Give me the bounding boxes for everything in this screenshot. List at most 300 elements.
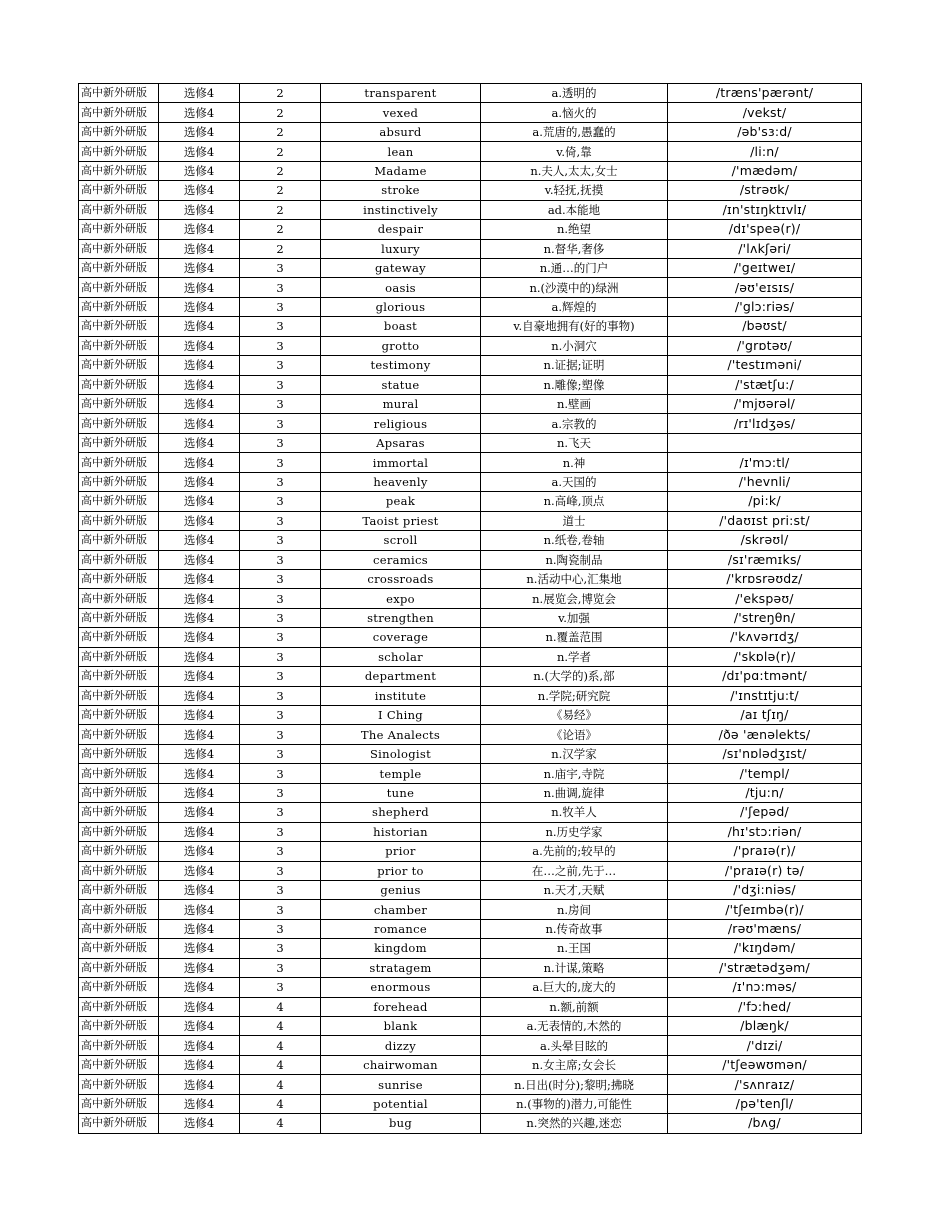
book-cell: 选修4 [159,200,240,219]
table-row [79,1036,862,1055]
edition-cell: 高中新外研版 [79,161,159,180]
word-cell: forehead [321,997,481,1016]
meaning-cell: n.绝望 [481,220,668,239]
phonetic-cell [668,433,862,452]
unit-cell: 2 [240,239,321,258]
unit-cell: 3 [240,453,321,472]
edition-cell: 高中新外研版 [79,958,159,977]
unit-cell: 3 [240,803,321,822]
phonetic-cell: /'templ/ [668,764,862,783]
table-row [79,725,862,744]
word-cell: department [321,667,481,686]
book-cell: 选修4 [159,239,240,258]
table-row [79,880,862,899]
phonetic-cell: /pi:k/ [668,492,862,511]
edition-cell: 高中新外研版 [79,939,159,958]
table-row [79,958,862,977]
table-row [79,628,862,647]
table-row [79,492,862,511]
phonetic-cell: /dɪ'pɑ:tmənt/ [668,667,862,686]
table-row [79,842,862,861]
table-row [79,647,862,666]
vocabulary-table [78,83,862,1134]
unit-cell: 3 [240,822,321,841]
word-cell: bug [321,1114,481,1133]
book-cell: 选修4 [159,1017,240,1036]
phonetic-cell: /ðə 'ænəlekts/ [668,725,862,744]
phonetic-cell: /'skɒlə(r)/ [668,647,862,666]
meaning-cell: v.自豪地拥有(好的事物) [481,317,668,336]
table-row [79,531,862,550]
book-cell: 选修4 [159,842,240,861]
book-cell: 选修4 [159,317,240,336]
meaning-cell: n.女主席;女会长 [481,1055,668,1074]
word-cell: Sinologist [321,744,481,763]
word-cell: chamber [321,900,481,919]
meaning-cell: n.王国 [481,939,668,958]
word-cell: kingdom [321,939,481,958]
word-cell: transparent [321,84,481,103]
book-cell: 选修4 [159,453,240,472]
unit-cell: 3 [240,686,321,705]
phonetic-cell: /sɪ'ræmɪks/ [668,550,862,569]
word-cell: dizzy [321,1036,481,1055]
edition-cell: 高中新外研版 [79,706,159,725]
word-cell: instinctively [321,200,481,219]
unit-cell: 3 [240,842,321,861]
table-row [79,395,862,414]
meaning-cell: n.历史学家 [481,822,668,841]
word-cell: statue [321,375,481,394]
word-cell: prior to [321,861,481,880]
table-row [79,220,862,239]
unit-cell: 3 [240,647,321,666]
edition-cell: 高中新外研版 [79,725,159,744]
meaning-cell: n.(事物的)潜力,可能性 [481,1094,668,1113]
table-row [79,919,862,938]
unit-cell: 2 [240,161,321,180]
word-cell: chairwoman [321,1055,481,1074]
table-row [79,239,862,258]
unit-cell: 3 [240,861,321,880]
meaning-cell: n.突然的兴趣,迷恋 [481,1114,668,1133]
word-cell: mural [321,395,481,414]
table-row [79,1114,862,1133]
edition-cell: 高中新外研版 [79,764,159,783]
table-row [79,686,862,705]
edition-cell: 高中新外研版 [79,297,159,316]
unit-cell: 3 [240,258,321,277]
phonetic-cell: /'fɔ:hed/ [668,997,862,1016]
word-cell: Apsaras [321,433,481,452]
book-cell: 选修4 [159,258,240,277]
edition-cell: 高中新外研版 [79,395,159,414]
phonetic-cell: /rəʊ'mæns/ [668,919,862,938]
edition-cell: 高中新外研版 [79,414,159,433]
book-cell: 选修4 [159,220,240,239]
meaning-cell: a.头晕目眩的 [481,1036,668,1055]
meaning-cell: n.日出(时分);黎明;拂晓 [481,1075,668,1094]
table-row [79,200,862,219]
phonetic-cell: /ɪn'stɪŋktɪvlɪ/ [668,200,862,219]
table-row [79,278,862,297]
table-row [79,783,862,802]
phonetic-cell: /hɪ'stɔ:riən/ [668,822,862,841]
meaning-cell: v.加强 [481,608,668,627]
unit-cell: 2 [240,200,321,219]
phonetic-cell: /'daʊɪst pri:st/ [668,511,862,530]
book-cell: 选修4 [159,103,240,122]
meaning-cell: n.通…的门户 [481,258,668,277]
unit-cell: 3 [240,706,321,725]
book-cell: 选修4 [159,84,240,103]
phonetic-cell: /'stætʃu:/ [668,375,862,394]
book-cell: 选修4 [159,803,240,822]
edition-cell: 高中新外研版 [79,978,159,997]
book-cell: 选修4 [159,492,240,511]
edition-cell: 高中新外研版 [79,608,159,627]
phonetic-cell: /træns'pærənt/ [668,84,862,103]
edition-cell: 高中新外研版 [79,919,159,938]
word-cell: enormous [321,978,481,997]
table-row [79,1055,862,1074]
book-cell: 选修4 [159,608,240,627]
word-cell: historian [321,822,481,841]
unit-cell: 2 [240,220,321,239]
edition-cell: 高中新外研版 [79,258,159,277]
table-row [79,142,862,161]
book-cell: 选修4 [159,919,240,938]
phonetic-cell: /əʊ'eɪsɪs/ [668,278,862,297]
book-cell: 选修4 [159,1036,240,1055]
edition-cell: 高中新外研版 [79,122,159,141]
book-cell: 选修4 [159,1114,240,1133]
phonetic-cell: /bəʊst/ [668,317,862,336]
edition-cell: 高中新外研版 [79,997,159,1016]
unit-cell: 3 [240,550,321,569]
word-cell: ceramics [321,550,481,569]
phonetic-cell: /'ekspəʊ/ [668,589,862,608]
meaning-cell: n.天才,天赋 [481,880,668,899]
table-row [79,336,862,355]
phonetic-cell: /dɪ'speə(r)/ [668,220,862,239]
edition-cell: 高中新外研版 [79,84,159,103]
meaning-cell: n.壁画 [481,395,668,414]
book-cell: 选修4 [159,531,240,550]
edition-cell: 高中新外研版 [79,1114,159,1133]
phonetic-cell: /'strætədʒəm/ [668,958,862,977]
meaning-cell: n.活动中心,汇集地 [481,569,668,588]
phonetic-cell: /'praɪə(r) tə/ [668,861,862,880]
meaning-cell: n.学者 [481,647,668,666]
phonetic-cell: /blæŋk/ [668,1017,862,1036]
edition-cell: 高中新外研版 [79,647,159,666]
meaning-cell: n.传奇故事 [481,919,668,938]
edition-cell: 高中新外研版 [79,433,159,452]
book-cell: 选修4 [159,997,240,1016]
table-row [79,667,862,686]
table-row [79,1017,862,1036]
table-row [79,900,862,919]
phonetic-cell: /'glɔ:riəs/ [668,297,862,316]
unit-cell: 2 [240,122,321,141]
book-cell: 选修4 [159,861,240,880]
meaning-cell: a.宗教的 [481,414,668,433]
edition-cell: 高中新外研版 [79,356,159,375]
edition-cell: 高中新外研版 [79,686,159,705]
phonetic-cell: /ɪ'mɔ:tl/ [668,453,862,472]
meaning-cell: n.夫人,太太,女士 [481,161,668,180]
phonetic-cell: /'mjʊərəl/ [668,395,862,414]
word-cell: oasis [321,278,481,297]
book-cell: 选修4 [159,1094,240,1113]
book-cell: 选修4 [159,414,240,433]
word-cell: stroke [321,181,481,200]
book-cell: 选修4 [159,356,240,375]
book-cell: 选修4 [159,978,240,997]
meaning-cell: n.学院;研究院 [481,686,668,705]
book-cell: 选修4 [159,939,240,958]
unit-cell: 3 [240,336,321,355]
meaning-cell: 在…之前,先于… [481,861,668,880]
book-cell: 选修4 [159,433,240,452]
meaning-cell: n.证据;证明 [481,356,668,375]
meaning-cell: a.巨大的,庞大的 [481,978,668,997]
meaning-cell: a.辉煌的 [481,297,668,316]
unit-cell: 3 [240,492,321,511]
unit-cell: 3 [240,433,321,452]
word-cell: Taoist priest [321,511,481,530]
edition-cell: 高中新外研版 [79,880,159,899]
unit-cell: 3 [240,764,321,783]
edition-cell: 高中新外研版 [79,200,159,219]
table-row [79,978,862,997]
meaning-cell: n.覆盖范围 [481,628,668,647]
word-cell: grotto [321,336,481,355]
phonetic-cell: /tju:n/ [668,783,862,802]
table-row [79,297,862,316]
table-row [79,1075,862,1094]
unit-cell: 3 [240,531,321,550]
edition-cell: 高中新外研版 [79,1075,159,1094]
unit-cell: 3 [240,978,321,997]
edition-cell: 高中新外研版 [79,472,159,491]
word-cell: shepherd [321,803,481,822]
meaning-cell: n.汉学家 [481,744,668,763]
meaning-cell: n.额,前额 [481,997,668,1016]
phonetic-cell: /rɪ'lɪdʒəs/ [668,414,862,433]
unit-cell: 3 [240,414,321,433]
book-cell: 选修4 [159,375,240,394]
table-row [79,122,862,141]
table-row [79,356,862,375]
edition-cell: 高中新外研版 [79,550,159,569]
unit-cell: 3 [240,589,321,608]
unit-cell: 4 [240,1036,321,1055]
edition-cell: 高中新外研版 [79,239,159,258]
edition-cell: 高中新外研版 [79,181,159,200]
meaning-cell: 道士 [481,511,668,530]
word-cell: genius [321,880,481,899]
table-row [79,803,862,822]
edition-cell: 高中新外研版 [79,589,159,608]
edition-cell: 高中新外研版 [79,142,159,161]
word-cell: peak [321,492,481,511]
edition-cell: 高中新外研版 [79,842,159,861]
word-cell: luxury [321,239,481,258]
word-cell: scholar [321,647,481,666]
edition-cell: 高中新外研版 [79,492,159,511]
unit-cell: 3 [240,511,321,530]
meaning-cell: n.(沙漠中的)绿洲 [481,278,668,297]
unit-cell: 2 [240,103,321,122]
word-cell: boast [321,317,481,336]
table-row [79,764,862,783]
book-cell: 选修4 [159,569,240,588]
phonetic-cell: /bʌg/ [668,1114,862,1133]
meaning-cell: n.纸卷,卷轴 [481,531,668,550]
word-cell: Madame [321,161,481,180]
word-cell: institute [321,686,481,705]
table-row [79,433,862,452]
phonetic-cell: /'lʌkʃəri/ [668,239,862,258]
table-row [79,706,862,725]
table-row [79,997,862,1016]
table-row [79,550,862,569]
word-cell: sunrise [321,1075,481,1094]
edition-cell: 高中新外研版 [79,220,159,239]
edition-cell: 高中新外研版 [79,822,159,841]
word-cell: prior [321,842,481,861]
word-cell: testimony [321,356,481,375]
edition-cell: 高中新外研版 [79,744,159,763]
table-row [79,161,862,180]
book-cell: 选修4 [159,900,240,919]
table-row [79,414,862,433]
book-cell: 选修4 [159,161,240,180]
unit-cell: 4 [240,1094,321,1113]
meaning-cell: n.雕像;塑像 [481,375,668,394]
book-cell: 选修4 [159,297,240,316]
word-cell: temple [321,764,481,783]
table-row [79,511,862,530]
unit-cell: 3 [240,395,321,414]
unit-cell: 3 [240,356,321,375]
book-cell: 选修4 [159,1075,240,1094]
unit-cell: 3 [240,919,321,938]
meaning-cell: a.荒唐的,愚蠢的 [481,122,668,141]
phonetic-cell: /'testɪməni/ [668,356,862,375]
unit-cell: 3 [240,880,321,899]
edition-cell: 高中新外研版 [79,1036,159,1055]
unit-cell: 3 [240,317,321,336]
unit-cell: 3 [240,472,321,491]
meaning-cell: n.神 [481,453,668,472]
unit-cell: 3 [240,958,321,977]
unit-cell: 4 [240,1055,321,1074]
unit-cell: 2 [240,84,321,103]
table-row [79,608,862,627]
phonetic-cell: /aɪ tʃɪŋ/ [668,706,862,725]
phonetic-cell: /'krɒsrəʊdz/ [668,569,862,588]
book-cell: 选修4 [159,958,240,977]
word-cell: despair [321,220,481,239]
edition-cell: 高中新外研版 [79,667,159,686]
book-cell: 选修4 [159,511,240,530]
meaning-cell: n.小洞穴 [481,336,668,355]
meaning-cell: n.牧羊人 [481,803,668,822]
meaning-cell: a.恼火的 [481,103,668,122]
book-cell: 选修4 [159,278,240,297]
book-cell: 选修4 [159,744,240,763]
meaning-cell: n.陶瓷制品 [481,550,668,569]
meaning-cell: n.督华,奢侈 [481,239,668,258]
word-cell: vexed [321,103,481,122]
unit-cell: 4 [240,1075,321,1094]
edition-cell: 高中新外研版 [79,317,159,336]
unit-cell: 4 [240,1017,321,1036]
word-cell: gateway [321,258,481,277]
phonetic-cell: /'streŋθn/ [668,608,862,627]
edition-cell: 高中新外研版 [79,278,159,297]
edition-cell: 高中新外研版 [79,1017,159,1036]
book-cell: 选修4 [159,142,240,161]
unit-cell: 3 [240,667,321,686]
word-cell: scroll [321,531,481,550]
phonetic-cell: /'sʌnraɪz/ [668,1075,862,1094]
phonetic-cell: /sɪ'nɒlədʒɪst/ [668,744,862,763]
table-row [79,861,862,880]
phonetic-cell: /skrəʊl/ [668,531,862,550]
edition-cell: 高中新外研版 [79,453,159,472]
phonetic-cell: /'dɪzi/ [668,1036,862,1055]
meaning-cell: n.房间 [481,900,668,919]
meaning-cell: n.飞天 [481,433,668,452]
phonetic-cell: /pə'tenʃl/ [668,1094,862,1113]
edition-cell: 高中新外研版 [79,511,159,530]
phonetic-cell: /'hevnli/ [668,472,862,491]
phonetic-cell: /ɪ'nɔ:məs/ [668,978,862,997]
book-cell: 选修4 [159,706,240,725]
unit-cell: 3 [240,783,321,802]
meaning-cell: v.轻抚,抚摸 [481,181,668,200]
word-cell: expo [321,589,481,608]
table-row [79,258,862,277]
edition-cell: 高中新外研版 [79,531,159,550]
book-cell: 选修4 [159,647,240,666]
phonetic-cell: /'mædəm/ [668,161,862,180]
phonetic-cell: /'grɒtəʊ/ [668,336,862,355]
word-cell: crossroads [321,569,481,588]
book-cell: 选修4 [159,783,240,802]
unit-cell: 2 [240,142,321,161]
word-cell: glorious [321,297,481,316]
phonetic-cell: /əb'sɜ:d/ [668,122,862,141]
unit-cell: 3 [240,278,321,297]
meaning-cell: 《论语》 [481,725,668,744]
meaning-cell: n.(大学的)系,部 [481,667,668,686]
table-row [79,589,862,608]
meaning-cell: n.展览会,博览会 [481,589,668,608]
table-row [79,84,862,103]
table-row [79,939,862,958]
edition-cell: 高中新外研版 [79,628,159,647]
book-cell: 选修4 [159,181,240,200]
vocabulary-table-body [79,84,862,1134]
table-row [79,569,862,588]
word-cell: religious [321,414,481,433]
unit-cell: 2 [240,181,321,200]
